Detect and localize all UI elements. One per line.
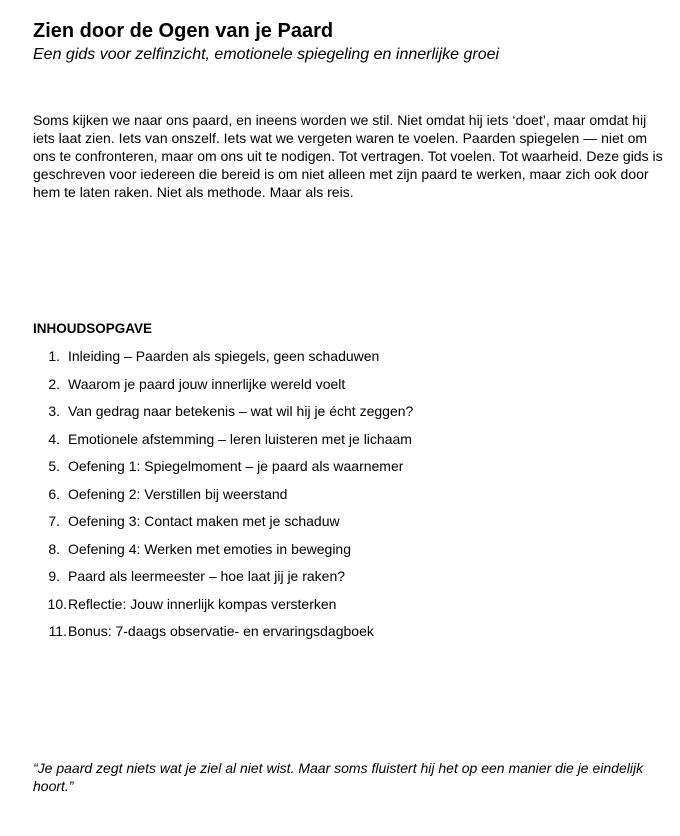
toc-item-text: Van gedrag naar betekenis – wat wil hij je écht zeggen? bbox=[68, 403, 414, 419]
toc-item-10 bbox=[33, 594, 413, 622]
toc-item-text: Oefening 1: Spiegelmoment – je paard als waarnemer bbox=[68, 458, 404, 474]
toc-item-number: 5. bbox=[48, 458, 60, 474]
toc-item-number: 3. bbox=[48, 403, 60, 419]
toc-item-number: 9. bbox=[48, 568, 60, 584]
toc-item-number: 8. bbox=[48, 540, 60, 557]
toc-item-text: Oefening 2: Verstillen bij weerstand bbox=[68, 485, 288, 502]
toc-item-number: 1. bbox=[48, 348, 60, 364]
toc-item-6 bbox=[33, 484, 413, 512]
toc-item-4 bbox=[33, 429, 413, 457]
intro-paragraph: Soms kijken we naar ons paard, en ineens worden we stil. Niet omdat hij iets ‘doet’, maar omdat hij iets laat zien. Iets van onszelf. Iets wat we vergeten waren te voelen. Paarden spiegelen — niet om ons te confronteren, maar om ons uit te nodigen. Tot vertragen. Tot voelen. Tot waarheid. Deze gids is geschreven voor iedereen die bereid is om niet alleen met zijn paard te werken, maar zich ook door hem te laten raken. Niet als methode. Maar als reis. bbox=[33, 112, 663, 200]
toc-item-1 bbox=[33, 346, 413, 374]
toc-item-text: Emotionele afstemming – leren luisteren met je lichaam bbox=[68, 430, 412, 447]
toc-heading: INHOUDSOPGAVE bbox=[33, 321, 153, 336]
toc-item-5 bbox=[33, 456, 413, 484]
toc-item-number: 11. bbox=[48, 623, 67, 639]
toc-item-text: Oefening 4: Werken met emoties in beweging bbox=[68, 540, 352, 557]
toc-item-8 bbox=[33, 539, 413, 567]
toc-item-number: 6. bbox=[48, 485, 60, 502]
toc-item-3 bbox=[33, 401, 413, 429]
toc-list bbox=[33, 346, 413, 649]
toc-item-9 bbox=[33, 566, 413, 594]
toc-item-text: Waarom je paard jouw innerlijke wereld voelt bbox=[68, 375, 346, 392]
toc-item-text: Paard als leermeester – hoe laat jij je raken? bbox=[68, 568, 346, 584]
toc-item-number: 7. bbox=[48, 513, 60, 529]
toc-item-number: 2. bbox=[48, 375, 60, 392]
closing-quote: “Je paard zegt niets wat je ziel al niet wist. Maar soms fluistert hij het op een manier die je eindelijk hoort.” bbox=[33, 760, 644, 794]
toc-item-text: Reflectie: Jouw innerlijk kompas versterken bbox=[68, 595, 337, 612]
toc-item-text: Oefening 3: Contact maken met je schaduw bbox=[68, 513, 340, 529]
toc-item-text: Bonus: 7-daags observatie- en ervaringsdagboek bbox=[68, 623, 374, 639]
document-subtitle: Een gids voor zelfinzicht, emotionele spiegeling en innerlijke groei bbox=[33, 46, 500, 63]
toc-item-number: 10. bbox=[47, 595, 67, 612]
toc-item-text: Inleiding – Paarden als spiegels, geen schaduwen bbox=[68, 348, 380, 364]
toc-item-2 bbox=[33, 374, 413, 402]
toc-item-7 bbox=[33, 511, 413, 539]
document-title: Zien door de Ogen van je Paard bbox=[33, 20, 334, 42]
toc-item-11 bbox=[33, 621, 413, 649]
toc-item-number: 4. bbox=[48, 430, 60, 447]
